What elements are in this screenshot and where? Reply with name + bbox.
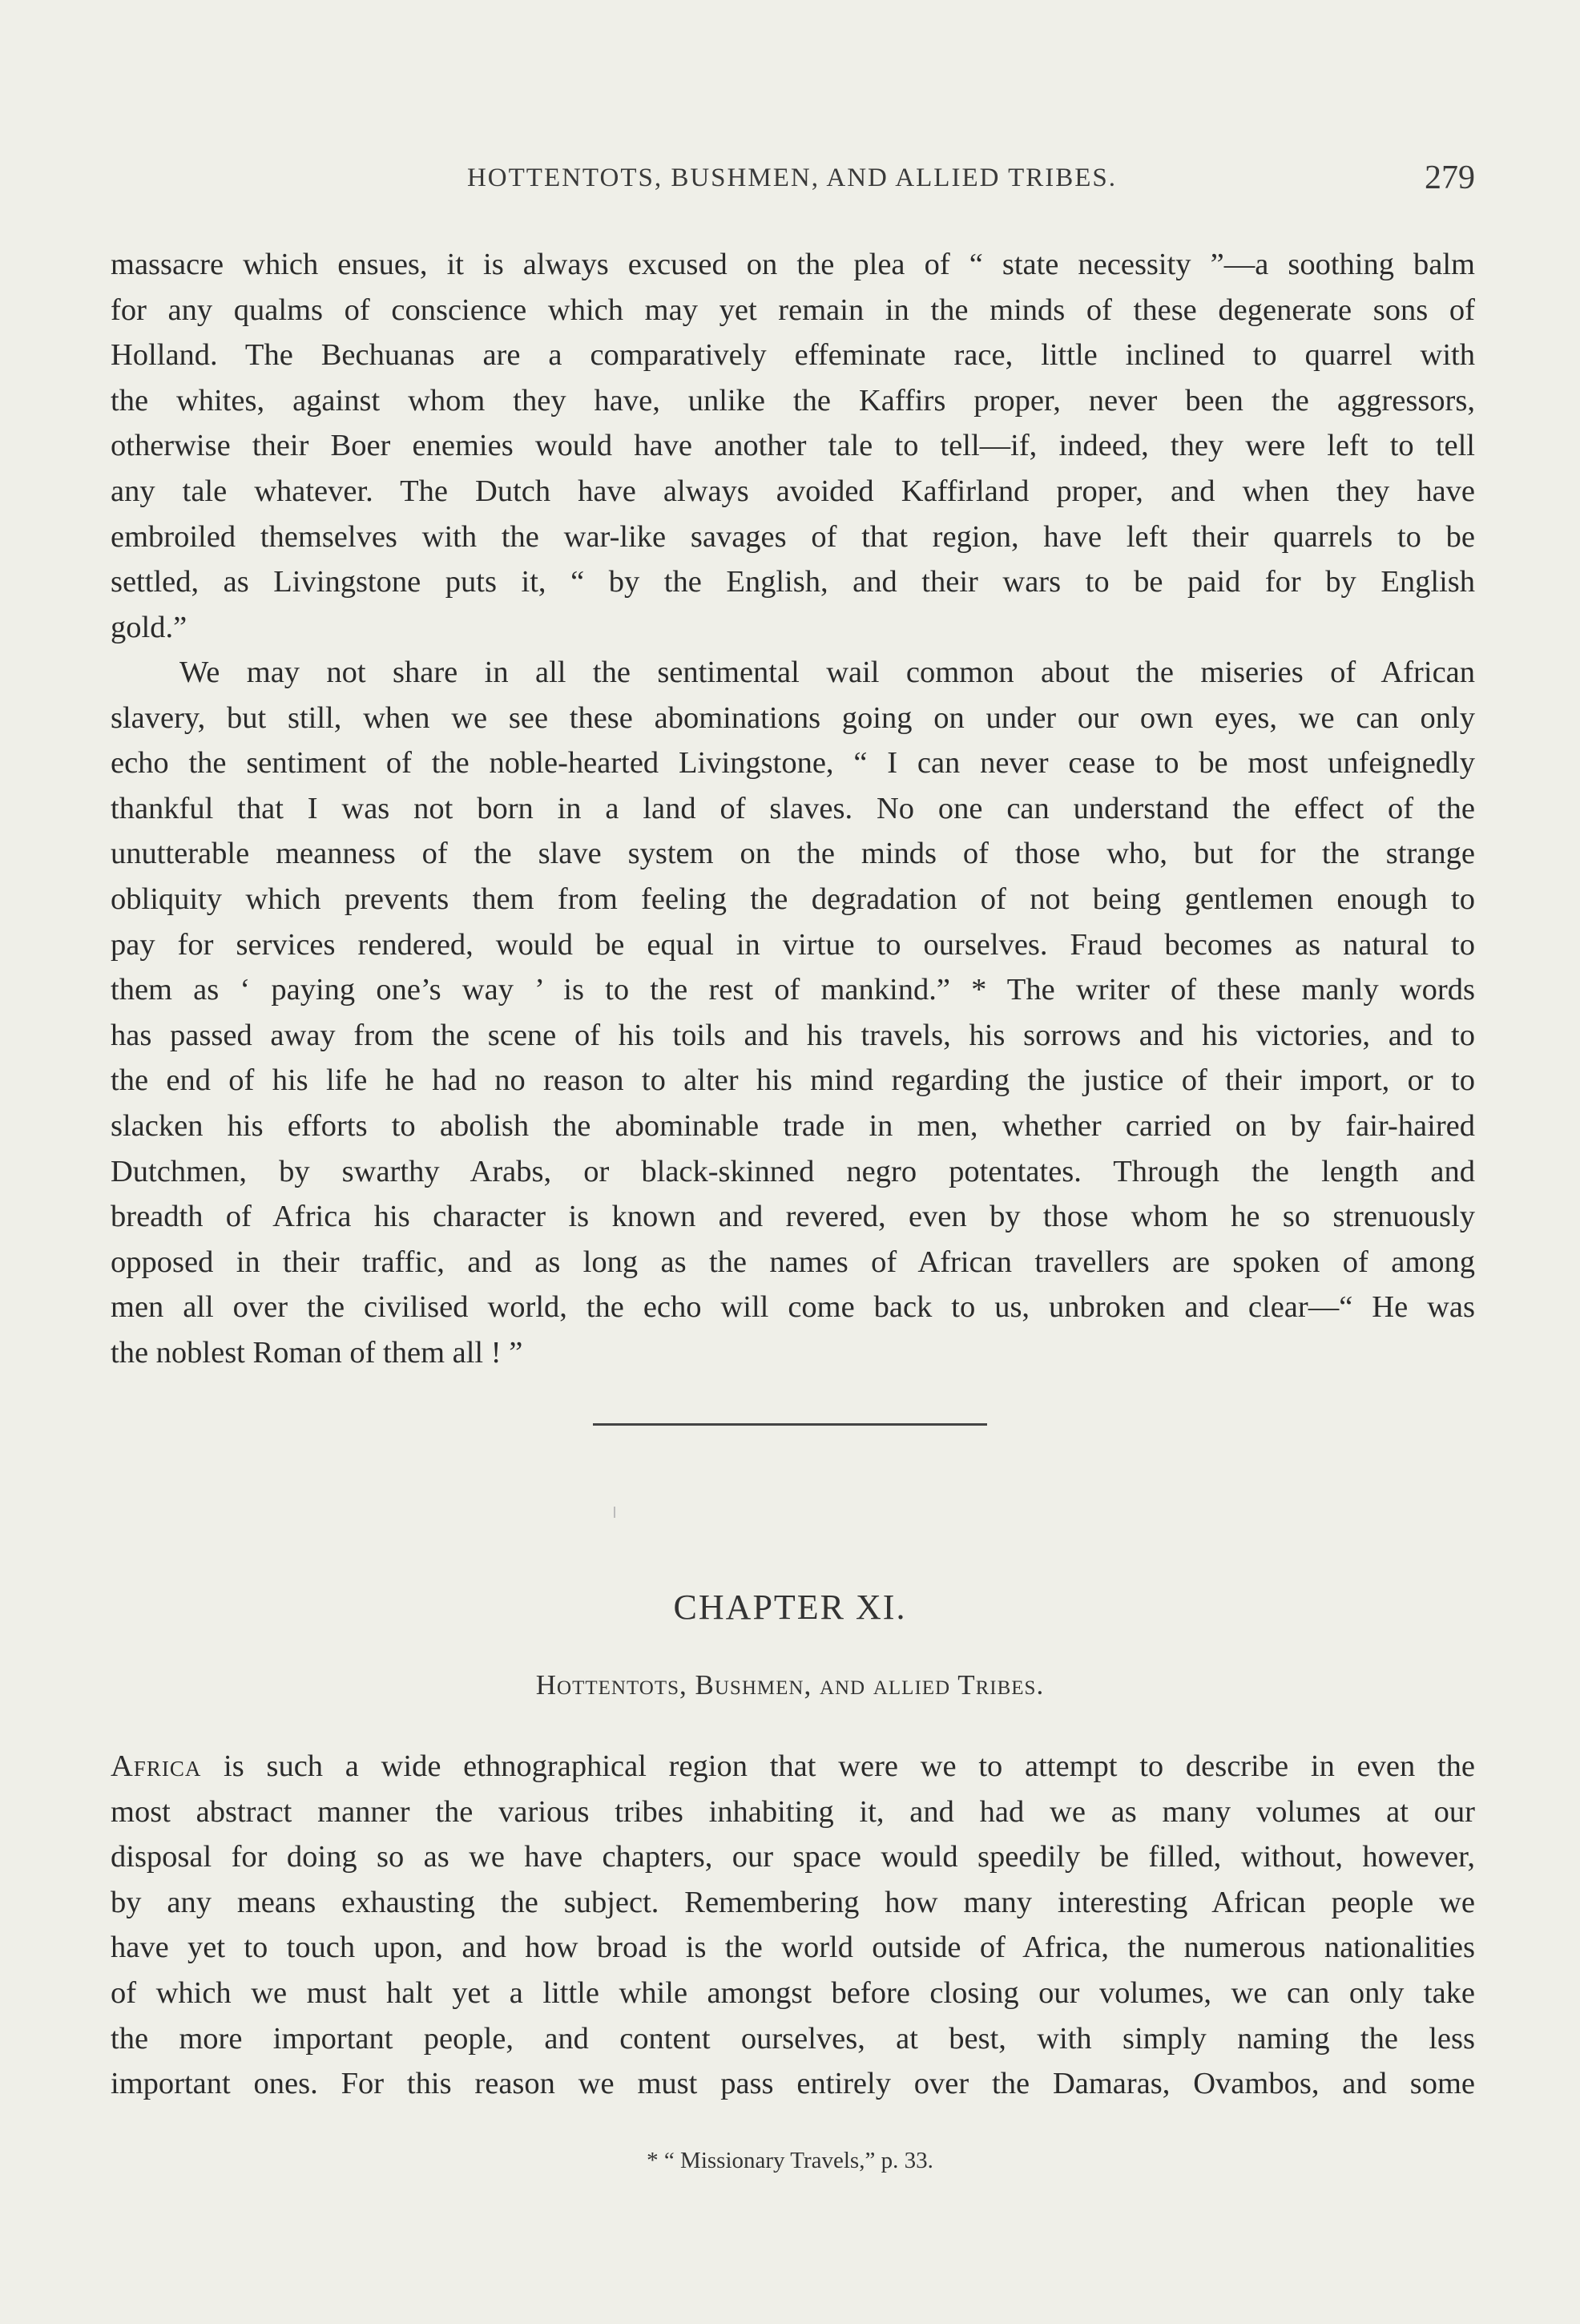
paragraph-2 <box>111 650 1475 1376</box>
text-line: embroiled themselves with the war-like savages of that region, have left their quarrels to be <box>111 519 1475 554</box>
text-line: the end of his life he had no reason to alter his mind regarding the justice of their import, or to <box>111 1063 1475 1098</box>
footnote: * “ Missionary Travels,” p. 33. <box>647 2148 933 2173</box>
text-line: the more important people, and content ourselves, at best, with simply naming the less <box>111 2021 1475 2056</box>
paragraph-1 <box>111 242 1475 650</box>
text-line: them as ‘ paying one’s way ’ is to the rest of mankind.” * The writer of these manly words <box>111 973 1475 1007</box>
text-line: most abstract manner the various tribes inhabiting it, and had we as many volumes at our <box>111 1794 1475 1829</box>
running-title: HOTTENTOTS, BUSHMEN, AND ALLIED TRIBES. <box>466 163 1118 192</box>
text-line: the noblest Roman of them all ! ” <box>111 1335 523 1370</box>
text-line: unutterable meanness of the slave system on the minds of those who, but for the strange <box>111 837 1475 871</box>
text-line: breadth of Africa his character is known and revered, even by those whom he so strenuously <box>111 1200 1475 1234</box>
lead-word: Africa <box>111 1749 202 1783</box>
text-line: any tale whatever. The Dutch have always avoided Kaffirland proper, and when they have <box>111 474 1475 508</box>
text-line: gold.” <box>111 610 187 644</box>
text-line: obliquity which prevents them from feeling the degradation of not being gentlemen enough to <box>111 882 1475 916</box>
running-head <box>109 159 1475 207</box>
text-line: Dutchmen, by swarthy Arabs, or black-skinned negro potentates. Through the length and <box>111 1154 1475 1188</box>
text-line: by any means exhausting the subject. Remembering how many interesting African people we <box>111 1885 1475 1919</box>
text-line: echo the sentiment of the noble-hearted Livingstone, “ I can never cease to be most unfeignedly <box>111 746 1475 781</box>
lead-line-text: is such a wide ethnographical region that were we to attempt to describe in even the <box>201 1749 1475 1783</box>
text-line: of which we must halt yet a little while amongst before closing our volumes, we can only take <box>111 1975 1475 2010</box>
text-line: has passed away from the scene of his toils and his travels, his sorrows and his victories, and to <box>111 1018 1475 1052</box>
text-line: important ones. For this reason we must pass entirely over the Damaras, Ovambos, and some <box>111 2067 1475 2101</box>
text-line: settled, as Livingstone puts it, “ by the English, and their wars to be paid for by English <box>111 565 1475 599</box>
text-line: otherwise their Boer enemies would have another tale to tell—if, indeed, they were left to tell <box>111 429 1475 463</box>
text-line <box>111 1744 1475 1789</box>
text-line: Holland. The Bechuanas are a comparatively effeminate race, little inclined to quarrel with <box>111 338 1475 373</box>
text-line: opposed in their traffic, and as long as the names of African travellers are spoken of among <box>111 1245 1475 1279</box>
text-line: pay for services rendered, would be equal in virtue to ourselves. Fraud becomes as natural to <box>111 927 1475 962</box>
chapter-subtitle: Hottentots, Bushmen, and allied Tribes. <box>535 1669 1045 1701</box>
text-line: slacken his efforts to abolish the abominable trade in men, whether carried on by fair-haired <box>111 1108 1475 1143</box>
chapter-title: CHAPTER XI. <box>673 1588 907 1627</box>
print-mark <box>614 1507 615 1518</box>
text-line: men all over the civilised world, the echo will come back to us, unbroken and clear—“ He was <box>111 1290 1475 1325</box>
text-line: have yet to touch upon, and how broad is the world outside of Africa, the numerous nationalities <box>111 1931 1475 1965</box>
text-line: disposal for doing so as we have chapters, our space would speedily be filled, without, however, <box>111 1840 1475 1874</box>
text-line: slavery, but still, when we see these abominations going on under our own eyes, we can only <box>111 700 1475 735</box>
text-line: thankful that I was not born in a land of slaves. No one can understand the effect of the <box>111 791 1475 825</box>
paragraph-3 <box>111 1744 1475 2107</box>
page-number: 279 <box>1425 159 1475 196</box>
text-line: the whites, against whom they have, unlike the Kaffirs proper, never been the aggressors, <box>111 383 1475 418</box>
text-line: massacre which ensues, it is always excused on the plea of “ state necessity ”—a soothing balm <box>111 248 1475 281</box>
text-line: We may not share in all the sentimental wail common about the miseries of African <box>179 656 1475 689</box>
text-line: for any qualms of conscience which may yet remain in the minds of these degenerate sons of <box>111 293 1475 327</box>
section-divider <box>593 1423 987 1426</box>
